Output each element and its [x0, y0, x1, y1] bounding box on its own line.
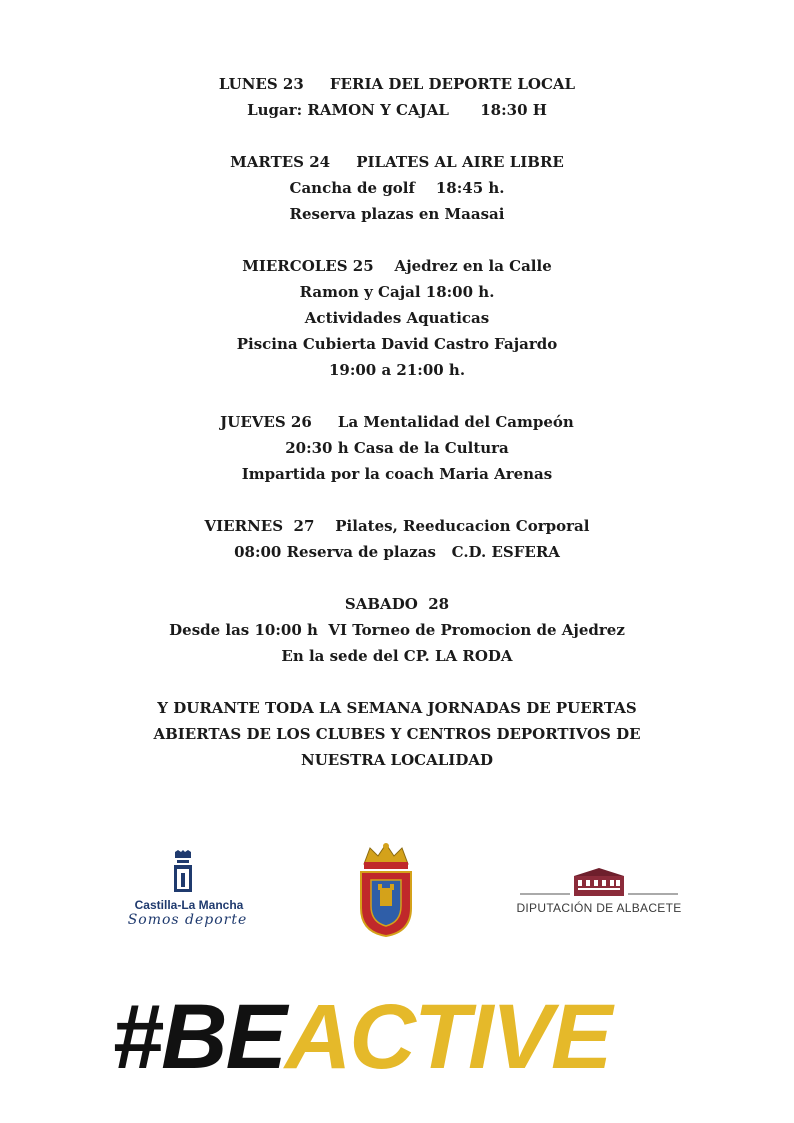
event-line: Lugar: RAMON Y CAJAL 18:30 H [247, 101, 547, 119]
event-line: Desde las 10:00 h VI Torneo de Promocion de Ajedrez [169, 621, 625, 639]
beactive-part2: ACTIVE [284, 986, 611, 1088]
event-line: Impartida por la coach Maria Arenas [241, 465, 553, 483]
event-line: Actividades Aquaticas [304, 309, 490, 327]
event-line: LUNES 23 FERIA DEL DEPORTE LOCAL [218, 75, 576, 93]
event-line: Y DURANTE TODA LA SEMANA JORNADAS DE PUERTAS [157, 699, 637, 717]
castilla-tagline: Somos deporte [127, 912, 248, 928]
event-line: 19:00 a 21:00 h. [328, 361, 466, 379]
event-all-week [0, 695, 794, 773]
event-line: MARTES 24 PILATES AL AIRE LIBRE [230, 153, 564, 171]
event-line: Ramon y Cajal 18:00 h. [299, 283, 495, 301]
event-friday [0, 513, 794, 565]
diputacion-name: DIPUTACIÓN DE ALBACETE [516, 901, 682, 915]
crown-tower-icon [172, 850, 194, 894]
event-line: VIERNES 27 Pilates, Reeducacion Corporal [204, 517, 590, 535]
event-line: Cancha de golf 18:45 h. [289, 179, 505, 197]
event-line: Reserva plazas en Maasai [289, 205, 505, 223]
building-icon [514, 868, 684, 898]
event-line: NUESTRA LOCALIDAD [301, 751, 493, 769]
event-line: 08:00 Reserva de plazas C.D. ESFERA [234, 543, 560, 561]
event-thursday [0, 409, 794, 487]
event-monday [0, 71, 794, 123]
event-line: MIERCOLES 25 Ajedrez en la Calle [242, 257, 552, 275]
sponsor-logos [0, 840, 794, 950]
event-line: Piscina Cubierta David Castro Fajardo [236, 335, 558, 353]
event-line: JUEVES 26 La Mentalidad del Campeón [220, 413, 574, 431]
beactive-part1: #BE [112, 986, 285, 1088]
beactive-banner [90, 985, 700, 1095]
event-tuesday [0, 149, 794, 227]
event-wednesday [0, 253, 794, 383]
castilla-name: Castilla-La Mancha [134, 898, 244, 912]
event-line: ABIERTAS DE LOS CLUBES Y CENTROS DEPORTIVOS DE [153, 725, 641, 743]
event-line: En la sede del CP. LA RODA [281, 647, 513, 665]
event-line: SABADO 28 [344, 595, 450, 613]
event-saturday [0, 591, 794, 669]
beactive-text [112, 987, 610, 1087]
diputacion-albacete-logo [514, 868, 684, 918]
event-schedule [0, 71, 794, 799]
coat-of-arms-icon [356, 842, 416, 938]
castilla-la-mancha-logo [110, 850, 265, 930]
event-line: 20:30 h Casa de la Cultura [285, 439, 509, 457]
